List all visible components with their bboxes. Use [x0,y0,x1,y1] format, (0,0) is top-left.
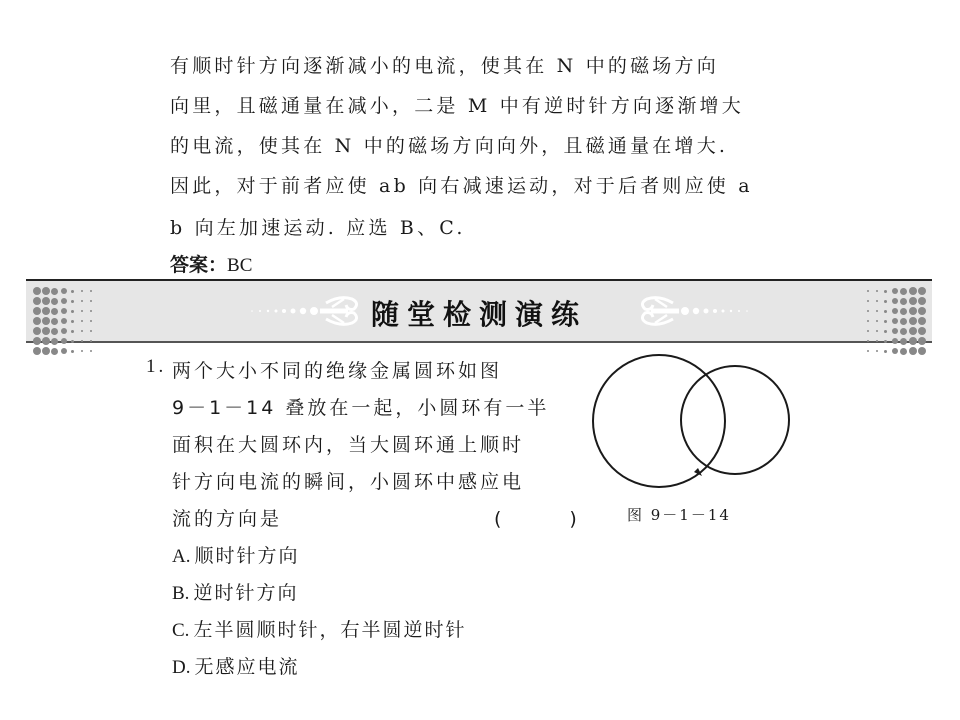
question-line: 面积在大圆环内，当大圆环通上顺时 [172,434,525,456]
solution-line: 有顺时针方向逐渐减小的电流，使其在 N 中的磁场方向 [170,55,719,77]
section-title: 随堂检测演练 [370,298,587,331]
question-number: 1. [146,356,167,377]
answer-blank: ( ) [494,508,587,530]
option-text: 无感应电流 [194,656,300,678]
question-line: 9－1－14 叠放在一起，小圆环有一半 [172,397,550,419]
answer-value: BC [227,255,253,276]
option-text: 逆时针方向 [193,582,299,604]
solution-line: 因此，对于前者应使 ab 向右减速运动，对于后者则应使 a [170,175,753,197]
small-ring [681,366,789,474]
option-label: B. [172,583,190,604]
question-line: 流的方向是 [172,508,283,530]
option-label: D. [172,657,191,678]
option-text: 顺时针方向 [194,545,300,567]
option-label: A. [172,546,191,567]
answer-label: 答案： [170,254,228,276]
solution-line: 向里，且磁通量在减小，二是 M 中有逆时针方向逐渐增大 [170,95,744,117]
option-label: C. [172,620,190,641]
question-line: 针方向电流的瞬间，小圆环中感应电 [172,471,525,493]
solution-line: b 向左加速运动. 应选 B、C. [170,217,466,239]
solution-line: 的电流，使其在 N 中的磁场方向向外，且磁通量在增大. [170,135,729,157]
question-line: 两个大小不同的绝缘金属圆环如图 [172,360,503,382]
figure-caption: 图 9－1－14 [627,506,731,524]
option-text: 左半圆顺时针，右半圆逆时针 [193,619,467,641]
